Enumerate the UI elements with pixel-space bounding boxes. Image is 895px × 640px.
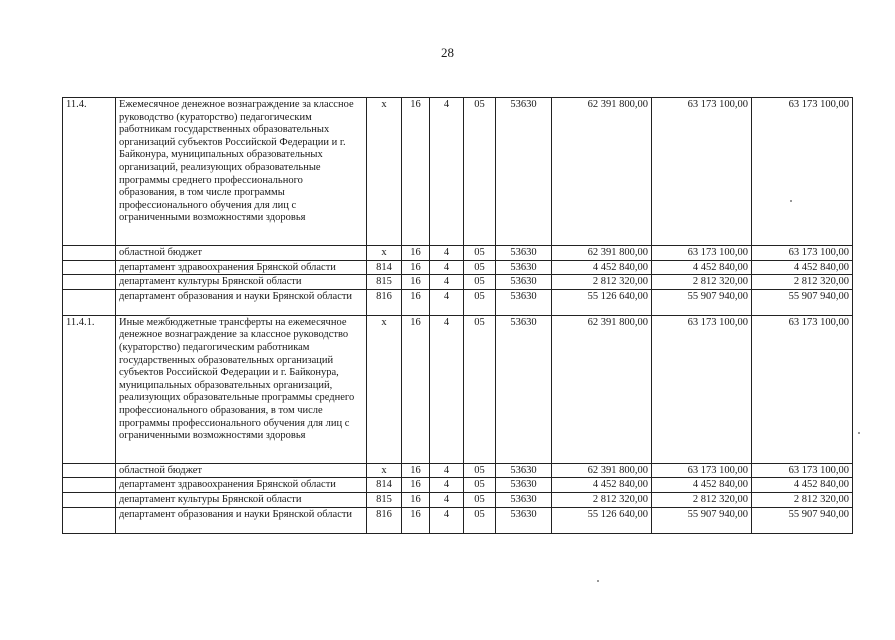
row-number — [63, 507, 116, 533]
code-direction: 53630 — [496, 315, 552, 463]
code-program: 16 — [402, 507, 430, 533]
code-subprogram: 4 — [430, 98, 464, 246]
row-description: департамент культуры Брянской области — [116, 492, 367, 507]
code-activity: 05 — [464, 478, 496, 493]
code-program: 16 — [402, 275, 430, 290]
code-activity: 05 — [464, 492, 496, 507]
row-description: департамент здравоохранения Брянской области — [116, 260, 367, 275]
code-activity: 05 — [464, 246, 496, 261]
amount-year-1: 62 391 800,00 — [552, 463, 652, 478]
code-activity: 05 — [464, 507, 496, 533]
row-number — [63, 478, 116, 493]
amount-year-3: 63 173 100,00 — [752, 246, 853, 261]
amount-year-1: 4 452 840,00 — [552, 260, 652, 275]
code-activity: 05 — [464, 260, 496, 275]
amount-year-3: 63 173 100,00 — [752, 98, 853, 246]
table-row — [63, 260, 853, 275]
table-row — [63, 289, 853, 315]
code-admin: 815 — [367, 492, 402, 507]
code-direction: 53630 — [496, 507, 552, 533]
row-description: областной бюджет — [116, 246, 367, 261]
code-admin: х — [367, 246, 402, 261]
row-description: департамент образования и науки Брянской области — [116, 507, 367, 533]
row-description: Ежемесячное денежное вознаграждение за классное руководство (кураторство) педагогическим работникам государственных образовательных организаций субъектов Российской Федерации и г. Байконура, муниципальных образовательных организаций, реализующих образовательные программы среднего профессионального образования, в том числе программы профессионального обучения для лиц с ограниченными возможностями здоровья — [116, 98, 367, 246]
row-number — [63, 260, 116, 275]
amount-year-2: 63 173 100,00 — [652, 315, 752, 463]
code-subprogram: 4 — [430, 478, 464, 493]
table-row — [63, 98, 853, 246]
code-subprogram: 4 — [430, 260, 464, 275]
code-admin: 815 — [367, 275, 402, 290]
amount-year-1: 62 391 800,00 — [552, 315, 652, 463]
code-admin: 816 — [367, 289, 402, 315]
scan-speck — [790, 200, 792, 202]
amount-year-3: 4 452 840,00 — [752, 478, 853, 493]
amount-year-3: 63 173 100,00 — [752, 463, 853, 478]
row-number — [63, 246, 116, 261]
code-subprogram: 4 — [430, 315, 464, 463]
table-row — [63, 478, 853, 493]
code-admin: 814 — [367, 478, 402, 493]
code-admin: 814 — [367, 260, 402, 275]
code-subprogram: 4 — [430, 275, 464, 290]
amount-year-3: 2 812 320,00 — [752, 492, 853, 507]
row-number — [63, 275, 116, 290]
amount-year-3: 4 452 840,00 — [752, 260, 853, 275]
table-row — [63, 315, 853, 463]
amount-year-1: 4 452 840,00 — [552, 478, 652, 493]
amount-year-1: 2 812 320,00 — [552, 275, 652, 290]
code-direction: 53630 — [496, 98, 552, 246]
amount-year-2: 63 173 100,00 — [652, 246, 752, 261]
row-number — [63, 463, 116, 478]
amount-year-3: 2 812 320,00 — [752, 275, 853, 290]
amount-year-1: 55 126 640,00 — [552, 289, 652, 315]
page-number: 28 — [441, 45, 454, 60]
amount-year-1: 62 391 800,00 — [552, 98, 652, 246]
table-row — [63, 463, 853, 478]
code-subprogram: 4 — [430, 507, 464, 533]
row-number: 11.4. — [63, 98, 116, 246]
code-activity: 05 — [464, 289, 496, 315]
code-program: 16 — [402, 492, 430, 507]
code-direction: 53630 — [496, 463, 552, 478]
amount-year-1: 2 812 320,00 — [552, 492, 652, 507]
table-row — [63, 492, 853, 507]
code-subprogram: 4 — [430, 463, 464, 478]
code-activity: 05 — [464, 98, 496, 246]
code-activity: 05 — [464, 275, 496, 290]
code-subprogram: 4 — [430, 492, 464, 507]
code-program: 16 — [402, 463, 430, 478]
scan-speck — [858, 432, 860, 434]
code-subprogram: 4 — [430, 246, 464, 261]
table-row — [63, 507, 853, 533]
amount-year-3: 63 173 100,00 — [752, 315, 853, 463]
code-admin: х — [367, 98, 402, 246]
table-row — [63, 246, 853, 261]
amount-year-1: 55 126 640,00 — [552, 507, 652, 533]
code-direction: 53630 — [496, 289, 552, 315]
row-number — [63, 492, 116, 507]
code-program: 16 — [402, 478, 430, 493]
amount-year-2: 2 812 320,00 — [652, 275, 752, 290]
code-program: 16 — [402, 260, 430, 275]
amount-year-2: 4 452 840,00 — [652, 260, 752, 275]
code-program: 16 — [402, 98, 430, 246]
row-number — [63, 289, 116, 315]
code-admin: х — [367, 463, 402, 478]
row-description: Иные межбюджетные трансферты на ежемесячное денежное вознаграждение за классное руководство (кураторство) педагогическим работникам государственных образовательных организаций субъектов Российской Федерации и г. Байконура, муниципальных образовательных организаций, реализующих образовательные программы среднего профессионального образования, в том числе программы профессионального обучения для лиц с ограниченными возможностями здоровья — [116, 315, 367, 463]
code-direction: 53630 — [496, 246, 552, 261]
code-program: 16 — [402, 315, 430, 463]
code-program: 16 — [402, 246, 430, 261]
amount-year-2: 2 812 320,00 — [652, 492, 752, 507]
amount-year-3: 55 907 940,00 — [752, 507, 853, 533]
code-subprogram: 4 — [430, 289, 464, 315]
amount-year-2: 63 173 100,00 — [652, 463, 752, 478]
code-admin: 816 — [367, 507, 402, 533]
amount-year-2: 63 173 100,00 — [652, 98, 752, 246]
row-description: областной бюджет — [116, 463, 367, 478]
code-direction: 53630 — [496, 260, 552, 275]
table-row — [63, 275, 853, 290]
code-activity: 05 — [464, 315, 496, 463]
amount-year-1: 62 391 800,00 — [552, 246, 652, 261]
code-direction: 53630 — [496, 492, 552, 507]
row-number: 11.4.1. — [63, 315, 116, 463]
code-direction: 53630 — [496, 275, 552, 290]
code-admin: х — [367, 315, 402, 463]
amount-year-2: 4 452 840,00 — [652, 478, 752, 493]
amount-year-2: 55 907 940,00 — [652, 289, 752, 315]
amount-year-2: 55 907 940,00 — [652, 507, 752, 533]
code-program: 16 — [402, 289, 430, 315]
scan-speck — [597, 580, 599, 582]
row-description: департамент культуры Брянской области — [116, 275, 367, 290]
amount-year-3: 55 907 940,00 — [752, 289, 853, 315]
row-description: департамент здравоохранения Брянской области — [116, 478, 367, 493]
code-activity: 05 — [464, 463, 496, 478]
code-direction: 53630 — [496, 478, 552, 493]
row-description: департамент образования и науки Брянской области — [116, 289, 367, 315]
budget-table — [62, 97, 853, 534]
